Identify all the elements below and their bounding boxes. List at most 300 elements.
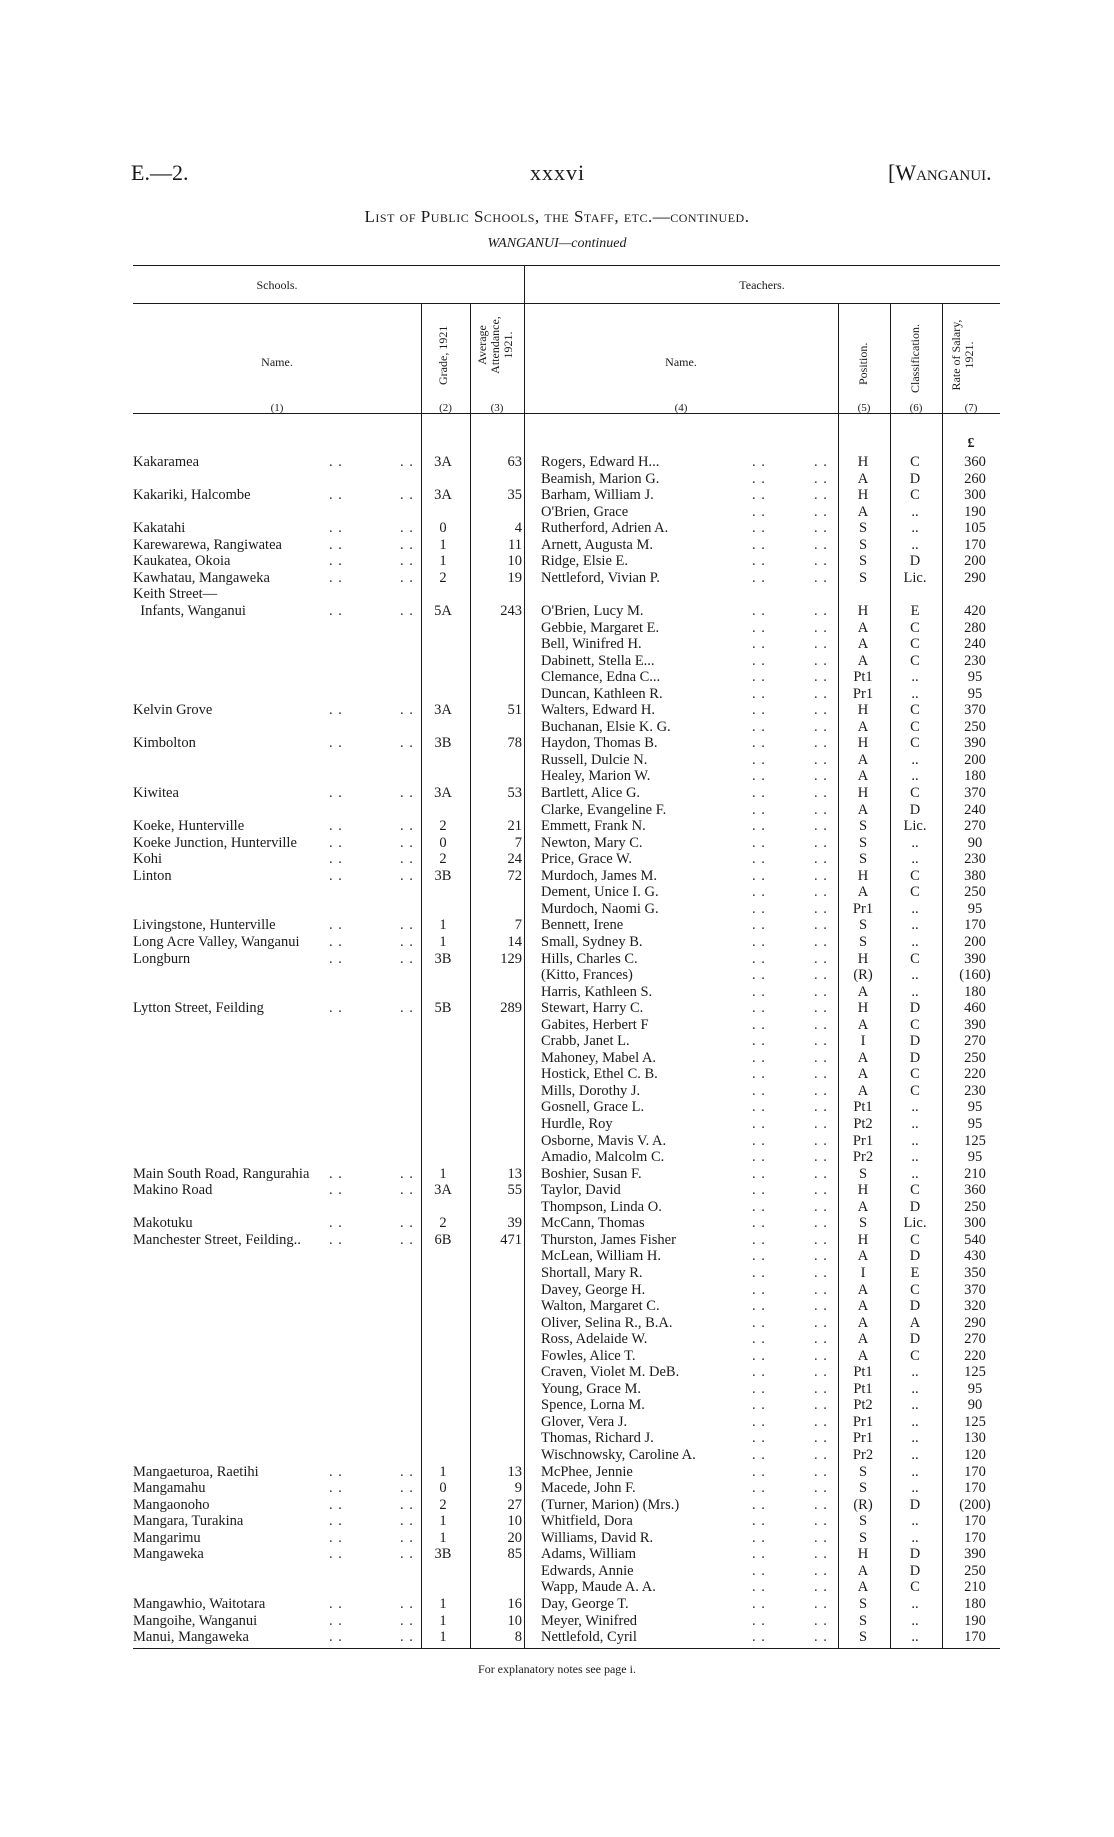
leader-dots: . . <box>400 735 414 752</box>
teacher-name: Nettlefold, Cyril <box>541 1629 637 1646</box>
salary-cell: 270 <box>964 1331 986 1348</box>
teacher-name: (Turner, Marion) (Mrs.) <box>541 1496 680 1513</box>
teacher-name: Day, George T. <box>541 1595 629 1612</box>
position-cell: S <box>858 834 868 851</box>
school-name: Mangoihe, Wanganui <box>133 1612 258 1629</box>
school-name: Kimbolton <box>133 735 196 752</box>
salary-cell: 320 <box>964 1298 986 1315</box>
teacher-name: Duncan, Kathleen R. <box>541 685 663 702</box>
leader-dots: . . <box>814 1546 828 1563</box>
leader-dots: . . <box>400 1215 414 1232</box>
grade-cell: 3B <box>434 1546 452 1563</box>
grade-cell: 1 <box>439 1463 447 1480</box>
grade-cell: 3A <box>434 785 452 801</box>
position-cell: Pr1 <box>852 1430 874 1447</box>
leader-dots: . . <box>400 454 414 470</box>
teacher-name: Nettleford, Vivian P. <box>541 569 660 586</box>
grade-cell: 5A <box>434 602 452 619</box>
teacher-name: Davey, George H. <box>541 1281 646 1298</box>
school-name: Manui, Mangaweka <box>133 1629 249 1646</box>
school-name: Linton <box>133 867 172 884</box>
salary-cell: 125 <box>964 1413 986 1430</box>
leader-dots: . . <box>752 1132 766 1149</box>
table-row <box>0 487 1114 504</box>
school-name: Mangara, Turakina <box>133 1513 244 1530</box>
classification-cell: .. <box>911 1380 919 1397</box>
leader-dots: . . <box>752 933 766 950</box>
teacher-name: Oliver, Selina R., B.A. <box>541 1314 673 1331</box>
leader-dots: . . <box>329 702 343 719</box>
leader-dots: . . <box>329 1165 343 1182</box>
leader-dots: . . <box>752 1546 766 1563</box>
classification-cell: C <box>910 785 920 801</box>
leader-dots: . . <box>814 1380 828 1397</box>
leader-dots: . . <box>814 735 828 752</box>
teacher-name: Ross, Adelaide W. <box>541 1331 648 1348</box>
salary-cell: 95 <box>967 1380 983 1397</box>
classification-cell: D <box>909 1496 921 1513</box>
position-cell: H <box>857 735 869 752</box>
grade-cell: 1 <box>439 1629 447 1646</box>
salary-cell: 180 <box>964 1595 986 1612</box>
leader-dots: . . <box>329 536 343 553</box>
colnum-3: (3) <box>490 402 504 414</box>
teacher-name: Mahoney, Mabel A. <box>541 1049 657 1066</box>
teacher-name: Mills, Dorothy J. <box>541 1082 641 1099</box>
leader-dots: . . <box>814 1529 828 1546</box>
classification-cell: D <box>909 1198 921 1215</box>
teacher-name: Walton, Margaret C. <box>541 1298 660 1315</box>
school-name: Kakariki, Halcombe <box>133 487 251 504</box>
salary-cell: 250 <box>964 1198 986 1215</box>
position-cell: Pt2 <box>853 1397 873 1414</box>
salary-cell: 125 <box>964 1132 986 1149</box>
position-cell: S <box>858 1629 868 1646</box>
position-cell: A <box>857 1016 869 1033</box>
classification-cell: .. <box>911 834 919 851</box>
leader-dots: . . <box>814 1281 828 1298</box>
table-row <box>0 1050 1114 1067</box>
table-row <box>0 653 1114 670</box>
leader-dots: . . <box>814 619 828 636</box>
school-name: Lytton Street, Feilding <box>133 1000 264 1017</box>
position-cell: I <box>860 1033 866 1050</box>
position-cell: S <box>858 1215 868 1232</box>
position-cell: (R) <box>853 967 873 984</box>
attendance-cell: 51 <box>507 702 522 719</box>
position-cell: Pr2 <box>852 1447 874 1463</box>
leader-dots: . . <box>814 1397 828 1414</box>
position-cell: A <box>857 801 869 818</box>
teacher-name: O'Brien, Lucy M. <box>541 602 644 619</box>
grade-cell: 0 <box>439 520 447 537</box>
leader-dots: . . <box>752 1231 766 1248</box>
leader-dots: . . <box>400 851 414 868</box>
leader-dots: . . <box>814 1165 828 1182</box>
teacher-name: Boshier, Susan F. <box>541 1165 642 1182</box>
leader-dots: . . <box>814 1447 828 1463</box>
position-cell: I <box>860 1264 866 1281</box>
table-row <box>0 1546 1114 1563</box>
leader-dots: . . <box>752 487 766 504</box>
classification-cell: C <box>910 1231 920 1248</box>
leader-dots: . . <box>400 569 414 586</box>
attendance-header: Average Attendance, 1921. <box>475 316 515 374</box>
teacher-name: Price, Grace W. <box>541 851 632 868</box>
teacher-name: Wischnowsky, Caroline A. <box>541 1447 696 1463</box>
classification-cell: D <box>909 1033 921 1050</box>
classification-cell: C <box>910 950 920 967</box>
attendance-cell: 39 <box>507 1215 522 1232</box>
salary-cell: 180 <box>964 768 986 785</box>
table-row <box>0 1017 1114 1034</box>
leader-dots: . . <box>752 1066 766 1083</box>
school-name: Mangaweka <box>133 1546 204 1563</box>
leader-dots: . . <box>400 1463 414 1480</box>
attendance-cell: 16 <box>507 1595 522 1612</box>
leader-dots: . . <box>814 1331 828 1348</box>
classification-cell: .. <box>911 503 919 520</box>
position-cell: S <box>858 520 868 537</box>
school-name-header: Name. <box>261 355 293 369</box>
leader-dots: . . <box>752 1248 766 1265</box>
salary-cell: 250 <box>964 884 986 901</box>
colnum-6: (6) <box>909 402 923 414</box>
table-row <box>0 917 1114 934</box>
salary-cell: 390 <box>964 735 986 752</box>
table-row <box>0 1149 1114 1166</box>
leader-dots: . . <box>329 1529 343 1546</box>
table-row <box>0 1513 1114 1530</box>
leader-dots: . . <box>814 1198 828 1215</box>
leader-dots: . . <box>814 1463 828 1480</box>
leader-dots: . . <box>814 636 828 653</box>
teacher-name: Healey, Marion W. <box>541 768 651 785</box>
table-row <box>0 1248 1114 1265</box>
leader-dots: . . <box>329 818 343 835</box>
position-cell: H <box>857 1000 869 1017</box>
leader-dots: . . <box>400 1595 414 1612</box>
leader-dots: . . <box>814 1116 828 1132</box>
salary-cell: 430 <box>964 1248 986 1265</box>
table-row <box>0 768 1114 785</box>
salary-cell: 380 <box>964 867 986 884</box>
position-cell: A <box>857 1198 869 1215</box>
salary-cell: 170 <box>964 1629 986 1646</box>
salary-cell: 210 <box>964 1165 986 1182</box>
leader-dots: . . <box>814 1579 828 1596</box>
leader-dots: . . <box>752 950 766 967</box>
teacher-name: Hostick, Ethel C. B. <box>541 1066 658 1083</box>
grade-cell: 2 <box>439 569 447 586</box>
salary-cell: 250 <box>964 1049 986 1066</box>
salary-cell: 95 <box>967 669 983 686</box>
leader-dots: . . <box>329 553 343 570</box>
teacher-name: Whitfield, Dora <box>541 1513 633 1530</box>
table-row <box>0 1066 1114 1083</box>
attendance-cell: 129 <box>500 950 522 967</box>
leader-dots: . . <box>752 1016 766 1033</box>
salary-cell: 200 <box>964 553 986 570</box>
leader-dots: . . <box>400 1231 414 1248</box>
classification-cell: C <box>910 702 920 719</box>
leader-dots: . . <box>752 818 766 835</box>
classification-cell: C <box>910 1347 920 1364</box>
attendance-cell: 9 <box>514 1480 522 1497</box>
teacher-name: Russell, Dulcie N. <box>541 751 648 768</box>
teacher-name-header: Name. <box>665 355 697 369</box>
leader-dots: . . <box>400 1513 414 1530</box>
grade-cell: 3A <box>434 454 452 470</box>
teacher-name: Clemance, Edna C... <box>541 669 661 686</box>
leader-dots: . . <box>329 569 343 586</box>
colnum-7: (7) <box>964 402 978 414</box>
school-name: Makotuku <box>133 1215 193 1232</box>
leader-dots: . . <box>814 1248 828 1265</box>
table-row <box>0 1331 1114 1348</box>
leader-dots: . . <box>400 1529 414 1546</box>
grade-cell: 3B <box>434 735 452 752</box>
table-row <box>0 1480 1114 1497</box>
teacher-name: Murdoch, Naomi G. <box>541 900 659 917</box>
leader-dots: . . <box>329 834 343 851</box>
position-cell: Pr1 <box>852 900 874 917</box>
salary-cell: 350 <box>964 1264 986 1281</box>
table-row <box>0 504 1114 521</box>
leader-dots: . . <box>814 520 828 537</box>
classification-cell: .. <box>911 669 919 686</box>
leader-dots: . . <box>814 1099 828 1116</box>
grade-cell: 3A <box>434 702 452 719</box>
leader-dots: . . <box>814 1629 828 1646</box>
grade-cell: 1 <box>439 536 447 553</box>
leader-dots: . . <box>752 1000 766 1017</box>
salary-cell: 190 <box>964 503 986 520</box>
classification-cell: C <box>910 487 920 504</box>
salary-cell: 95 <box>967 900 983 917</box>
classification-cell: D <box>909 801 921 818</box>
leader-dots: . . <box>400 867 414 884</box>
salary-cell: 420 <box>964 602 986 619</box>
leader-dots: . . <box>329 1629 343 1646</box>
leader-dots: . . <box>329 1496 343 1513</box>
table-row <box>0 1099 1114 1116</box>
table-row <box>0 537 1114 554</box>
school-name: Karewarewa, Rangiwatea <box>133 536 282 553</box>
position-cell: A <box>857 636 869 653</box>
classification-cell: .. <box>911 1116 919 1132</box>
teacher-name: Fowles, Alice T. <box>541 1347 636 1364</box>
classification-cell: C <box>910 1281 920 1298</box>
leader-dots: . . <box>814 834 828 851</box>
table-row <box>0 1464 1114 1481</box>
teacher-name: Osborne, Mavis V. A. <box>541 1132 667 1149</box>
leader-dots: . . <box>400 950 414 967</box>
salary-cell: 190 <box>964 1612 986 1629</box>
leader-dots: . . <box>752 1215 766 1232</box>
leader-dots: . . <box>814 900 828 917</box>
table-row <box>0 835 1114 852</box>
leader-dots: . . <box>400 1000 414 1017</box>
leader-dots: . . <box>752 718 766 735</box>
group-header-rule <box>133 303 1000 304</box>
position-cell: A <box>857 619 869 636</box>
leader-dots: . . <box>329 1463 343 1480</box>
position-cell: Pr1 <box>852 1132 874 1149</box>
leader-dots: . . <box>329 1231 343 1248</box>
teacher-name: Bennett, Irene <box>541 917 624 934</box>
school-name: Mangaonoho <box>133 1496 210 1513</box>
leader-dots: . . <box>752 1629 766 1646</box>
salary-cell: 390 <box>964 1546 986 1563</box>
table-row <box>0 735 1114 752</box>
classification-cell: D <box>909 1049 921 1066</box>
classification-cell: D <box>909 1331 921 1348</box>
classification-cell: C <box>910 867 920 884</box>
leader-dots: . . <box>814 1066 828 1083</box>
teacher-name: Stewart, Harry C. <box>541 1000 644 1017</box>
currency-symbol: £ <box>967 436 975 451</box>
leader-dots: . . <box>752 619 766 636</box>
classification-cell: .. <box>911 933 919 950</box>
page-title: List of Public Schools, the Staff, etc.—continued. <box>364 207 750 226</box>
attendance-cell: 7 <box>514 917 522 934</box>
leader-dots: . . <box>752 503 766 520</box>
classification-cell: .. <box>911 1529 919 1546</box>
leader-dots: . . <box>752 1612 766 1629</box>
leader-dots: . . <box>752 702 766 719</box>
leader-dots: . . <box>814 1496 828 1513</box>
table-row <box>0 1430 1114 1447</box>
leader-dots: . . <box>814 1347 828 1364</box>
leader-dots: . . <box>814 685 828 702</box>
leader-dots: . . <box>329 1595 343 1612</box>
classification-cell: .. <box>911 851 919 868</box>
table-row <box>0 1348 1114 1365</box>
table-row <box>0 1364 1114 1381</box>
salary-cell: 270 <box>964 818 986 835</box>
leader-dots: . . <box>814 1413 828 1430</box>
grade-cell: 2 <box>439 1496 447 1513</box>
position-cell: H <box>857 487 869 504</box>
colnum-5: (5) <box>857 402 871 414</box>
classification-cell: A <box>909 1314 921 1331</box>
grade-cell: 6B <box>434 1231 452 1248</box>
teacher-name: Small, Sydney B. <box>541 933 643 950</box>
leader-dots: . . <box>400 1480 414 1497</box>
leader-dots: . . <box>814 1264 828 1281</box>
leader-dots: . . <box>814 536 828 553</box>
teacher-name: Harris, Kathleen S. <box>541 983 653 1000</box>
leader-dots: . . <box>752 768 766 785</box>
leader-dots: . . <box>400 1165 414 1182</box>
leader-dots: . . <box>814 983 828 1000</box>
table-row <box>0 686 1114 703</box>
position-cell: A <box>857 751 869 768</box>
page-number: xxxvi <box>530 160 586 185</box>
table-row <box>0 1116 1114 1133</box>
classification-cell: .. <box>911 1397 919 1414</box>
teacher-name: Arnett, Augusta M. <box>541 536 653 553</box>
attendance-cell: 243 <box>500 602 522 619</box>
leader-dots: . . <box>814 785 828 801</box>
classification-cell: C <box>910 652 920 669</box>
table-row <box>0 802 1114 819</box>
leader-dots: . . <box>752 1562 766 1579</box>
classification-cell: .. <box>911 1447 919 1463</box>
table-row <box>0 669 1114 686</box>
leader-dots: . . <box>814 503 828 520</box>
leader-dots: . . <box>814 1364 828 1381</box>
attendance-cell: 11 <box>508 536 522 553</box>
leader-dots: . . <box>814 487 828 504</box>
salary-cell: 170 <box>964 917 986 934</box>
teacher-name: Gabites, Herbert F <box>541 1016 649 1033</box>
classification-cell: C <box>910 454 920 470</box>
leader-dots: . . <box>814 1612 828 1629</box>
leader-dots: . . <box>814 669 828 686</box>
attendance-cell: 10 <box>507 1513 522 1530</box>
table-row <box>0 1596 1114 1613</box>
table-row <box>0 454 1114 471</box>
salary-cell: 220 <box>964 1066 986 1083</box>
position-cell: A <box>857 1281 869 1298</box>
table-row <box>0 1182 1114 1199</box>
teachers-group-header: Teachers. <box>739 278 785 292</box>
attendance-cell: 24 <box>507 851 522 868</box>
leader-dots: . . <box>400 602 414 619</box>
leader-dots: . . <box>329 520 343 537</box>
leader-dots: . . <box>752 884 766 901</box>
grade-cell: 3A <box>434 487 452 504</box>
attendance-cell: 8 <box>514 1629 522 1646</box>
leader-dots: . . <box>752 1116 766 1132</box>
teacher-name: Buchanan, Elsie K. G. <box>541 718 671 735</box>
table-row <box>0 884 1114 901</box>
leader-dots: . . <box>752 652 766 669</box>
teacher-name: Rogers, Edward H... <box>541 454 660 470</box>
teacher-name: Clarke, Evangeline F. <box>541 801 667 818</box>
footer-note: For explanatory notes see page i. <box>478 1662 636 1676</box>
table-row <box>0 818 1114 835</box>
school-name: Kaukatea, Okoia <box>133 553 231 570</box>
school-name: Mangamahu <box>133 1480 206 1497</box>
leader-dots: . . <box>814 884 828 901</box>
classification-cell: D <box>909 1248 921 1265</box>
leader-dots: . . <box>400 933 414 950</box>
teacher-name: Thomas, Richard J. <box>541 1430 654 1447</box>
table-row <box>0 1579 1114 1596</box>
leader-dots: . . <box>814 1000 828 1017</box>
classification-cell: C <box>910 1016 920 1033</box>
leader-dots: . . <box>752 1049 766 1066</box>
leader-dots: . . <box>814 1132 828 1149</box>
classification-cell: .. <box>911 1149 919 1166</box>
position-cell: A <box>857 503 869 520</box>
classification-cell: D <box>909 470 921 487</box>
leader-dots: . . <box>329 1182 343 1199</box>
leader-dots: . . <box>752 536 766 553</box>
leader-dots: . . <box>752 1182 766 1199</box>
leader-dots: . . <box>814 1016 828 1033</box>
table-row <box>0 520 1114 537</box>
classification-cell: .. <box>911 1132 919 1149</box>
position-cell: A <box>857 983 869 1000</box>
school-name: Kohi <box>133 851 162 868</box>
position-cell: S <box>858 851 868 868</box>
position-cell: H <box>857 602 869 619</box>
leader-dots: . . <box>752 1149 766 1166</box>
